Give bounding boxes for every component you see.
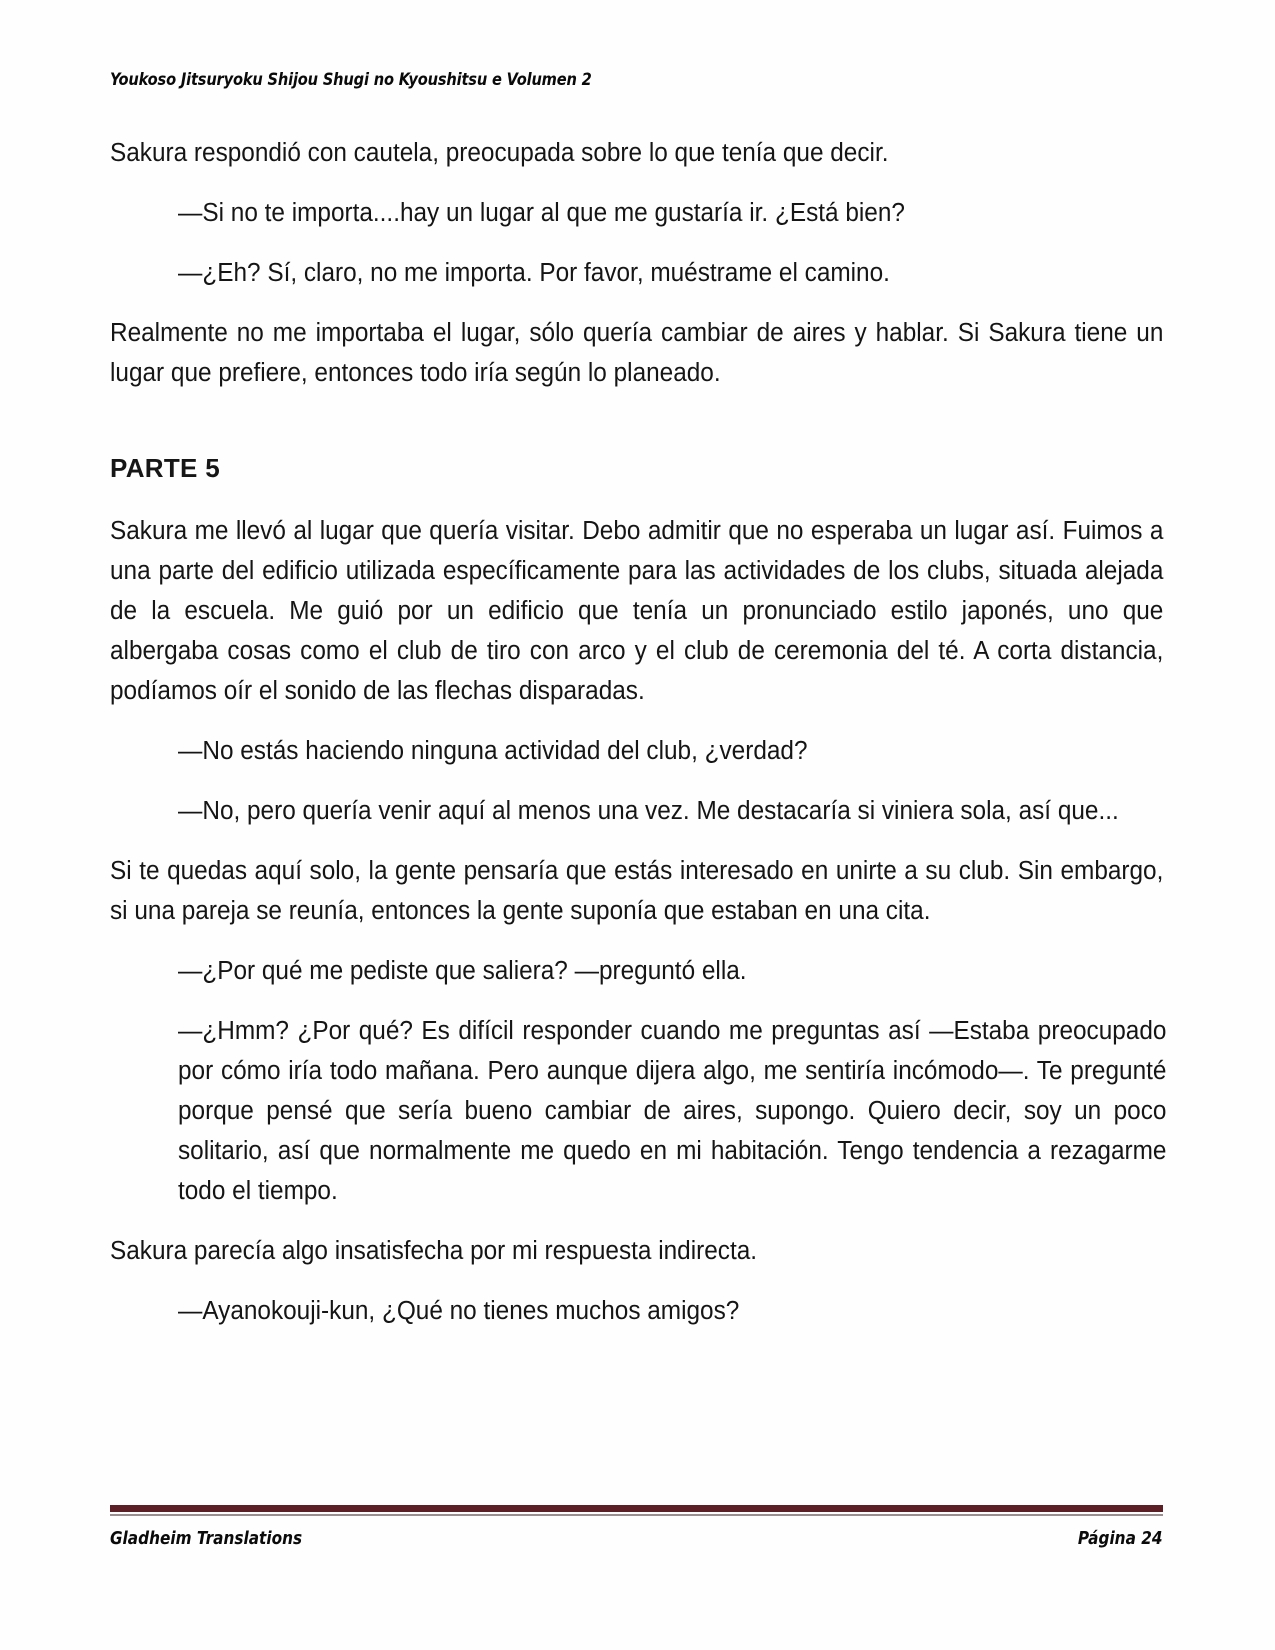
section-heading-parte-5: PARTE 5 bbox=[110, 453, 220, 483]
footer-translator-credit: Gladheim Translations bbox=[110, 1528, 303, 1549]
footer-rule-thick bbox=[110, 1505, 1163, 1512]
header-book-title: Youkoso Jitsuryoku Shijou Shugi no Kyoushitsu e Volumen 2 bbox=[110, 70, 592, 90]
paragraph-dialogue: —Ayanokouji-kun, ¿Qué no tienes muchos amigos? bbox=[178, 1297, 740, 1325]
paragraph-dialogue: —¿Por qué me pediste que saliera? —preguntó ella. bbox=[178, 957, 747, 985]
paragraph-narration: Sakura me llevó al lugar que quería visitar. Debo admitir que no esperaba un lugar así. Fuimos a una parte del edificio utilizada específicamente para las actividades de los clubs, situada alejada de la escuela. Me guió por un edificio que tenía un pronunciado estilo japonés, uno que albergaba cosas como el club de tiro con arco y el club de ceremonia del té. A corta distancia, podíamos oír el sonido de las flechas disparadas. bbox=[110, 517, 1164, 705]
page-content bbox=[110, 133, 1167, 1351]
page-header bbox=[110, 70, 1163, 94]
paragraph-narration: Sakura respondió con cautela, preocupada sobre lo que tenía que decir. bbox=[110, 139, 889, 167]
footer-rule-thin bbox=[110, 1514, 1163, 1516]
section-spacer bbox=[110, 413, 1163, 451]
page-footer bbox=[110, 1505, 1163, 1549]
paragraph-dialogue: —Si no te importa....hay un lugar al que me gustaría ir. ¿Está bien? bbox=[178, 199, 905, 227]
footer-page-number: Página 24 bbox=[1078, 1528, 1163, 1549]
paragraph-narration: Realmente no me importaba el lugar, sólo quería cambiar de aires y hablar. Si Sakura tiene un lugar que prefiere, entonces todo iría según lo planeado. bbox=[110, 319, 1164, 387]
paragraph-dialogue: —¿Hmm? ¿Por qué? Es difícil responder cuando me preguntas así —Estaba preocupado por cómo iría todo mañana. Pero aunque dijera algo, me sentiría incómodo—. Te pregunté porque pensé que sería bueno cambiar de aires, supongo. Quiero decir, soy un poco solitario, así que normalmente me quedo en mi habitación. Tengo tendencia a rezagarme todo el tiempo. bbox=[178, 1017, 1167, 1205]
paragraph-dialogue: —No estás haciendo ninguna actividad del club, ¿verdad? bbox=[178, 737, 808, 765]
paragraph-narration: Si te quedas aquí solo, la gente pensaría que estás interesado en unirte a su club. Sin embargo, si una pareja se reunía, entonces la gente suponía que estaban en una cita. bbox=[110, 857, 1164, 925]
paragraph-narration: Sakura parecía algo insatisfecha por mi respuesta indirecta. bbox=[110, 1237, 758, 1265]
paragraph-dialogue: —No, pero quería venir aquí al menos una vez. Me destacaría si viniera sola, así que... bbox=[178, 797, 1119, 825]
footer-row bbox=[110, 1528, 1163, 1549]
paragraph-dialogue: —¿Eh? Sí, claro, no me importa. Por favor, muéstrame el camino. bbox=[178, 259, 890, 287]
